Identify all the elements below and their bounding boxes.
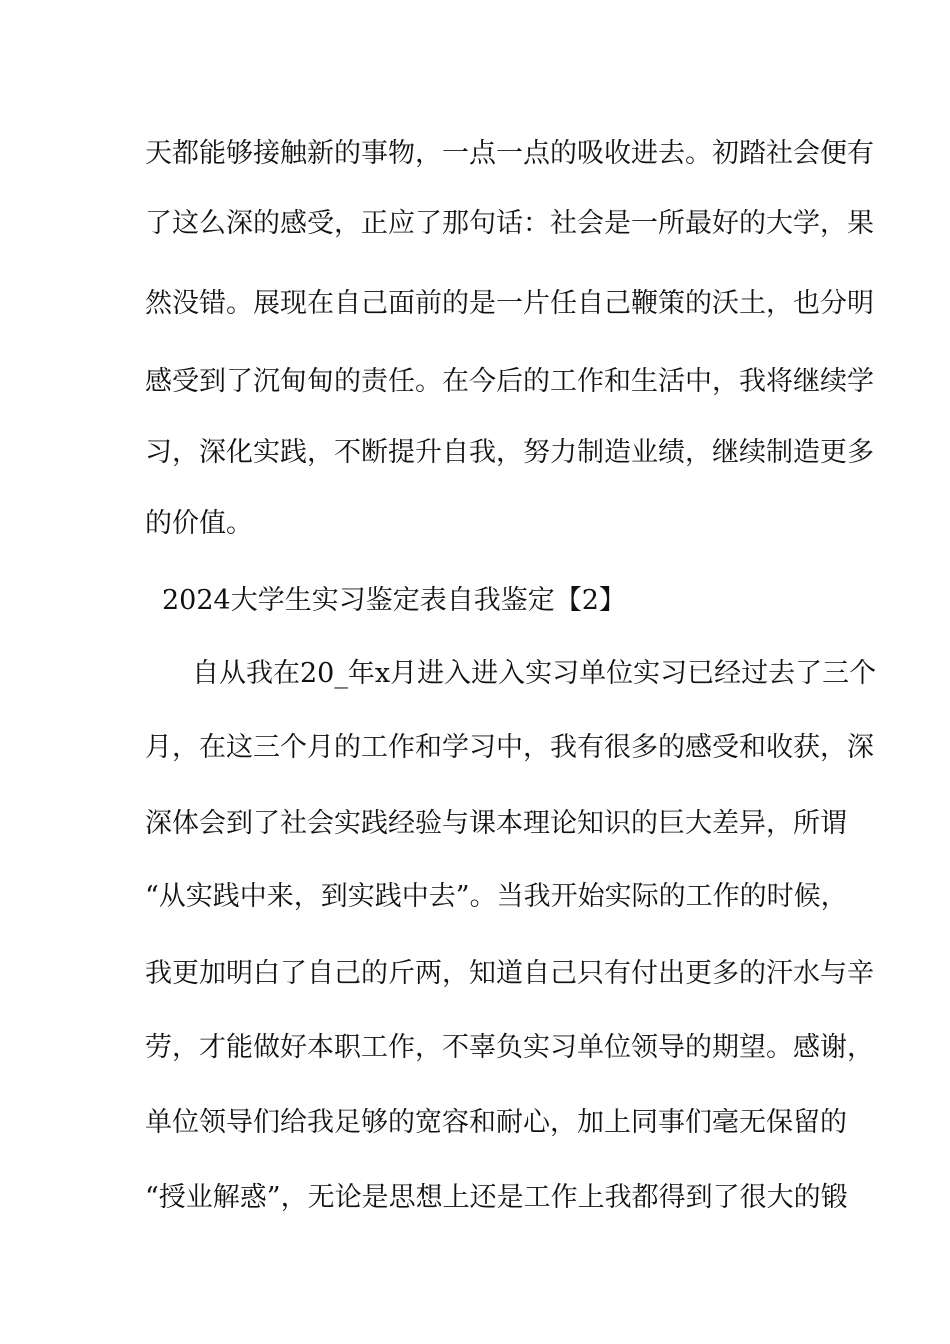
section-heading: 2024大学生实习鉴定表自我鉴定【2】	[162, 585, 626, 616]
paragraph-line: “从实践中来，到实践中去”。当我开始实际的工作的时候，	[145, 881, 848, 912]
paragraph-line: “授业解惑”，无论是思想上还是工作上我都得到了很大的锻	[145, 1182, 848, 1213]
paragraph-line: 劳，才能做好本职工作，不辜负实习单位领导的期望。感谢，	[145, 1032, 874, 1063]
paragraph-line: 单位领导们给我足够的宽容和耐心，加上同事们毫无保留的	[145, 1107, 847, 1138]
paragraph-line: 然没错。展现在自己面前的是一片任自己鞭策的沃土，也分明	[145, 288, 874, 319]
paragraph-line: 感受到了沉甸甸的责任。在今后的工作和生活中，我将继续学	[145, 366, 874, 397]
paragraph-line: 了这么深的感受，正应了那句话：社会是一所最好的大学，果	[145, 208, 874, 239]
paragraph-line: 深体会到了社会实践经验与课本理论知识的巨大差异，所谓	[145, 808, 847, 839]
paragraph-line: 自从我在20_年x月进入进入实习单位实习已经过去了三个	[192, 658, 877, 689]
paragraph-line: 天都能够接触新的事物，一点一点的吸收进去。初踏社会便有	[145, 138, 874, 169]
paragraph-line: 我更加明白了自己的斤两，知道自己只有付出更多的汗水与辛	[145, 958, 874, 989]
paragraph-line: 习，深化实践，不断提升自我，努力制造业绩，继续制造更多	[145, 437, 874, 468]
paragraph-line: 月，在这三个月的工作和学习中，我有很多的感受和收获，深	[145, 732, 874, 763]
paragraph-line: 的价值。	[145, 508, 253, 539]
